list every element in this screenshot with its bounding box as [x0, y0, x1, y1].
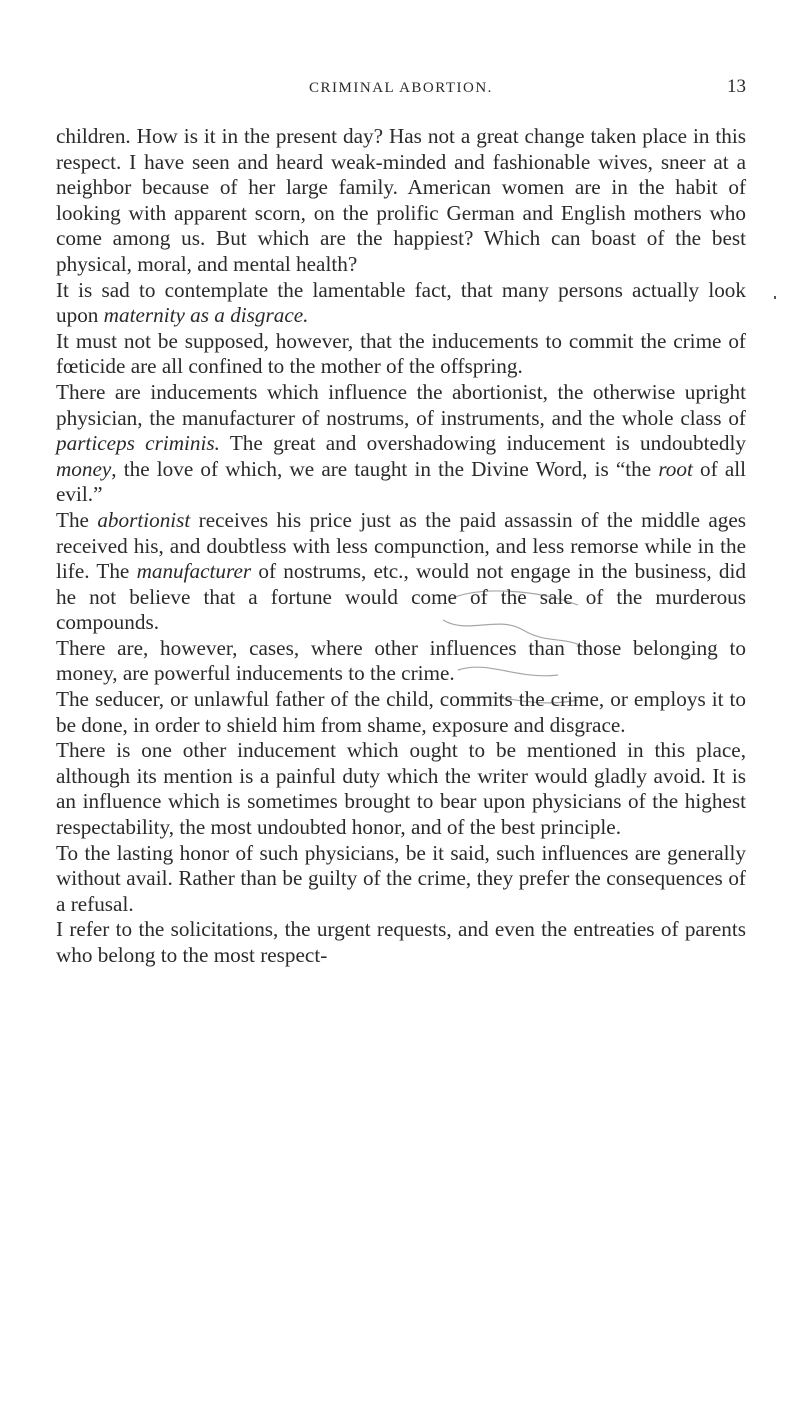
- paragraph: [56, 380, 746, 508]
- running-title: CRIMINAL ABORTION.: [309, 80, 493, 96]
- text-run: receives his price just as the paid assassin of the middle ages received his, and doubtless with less compunction, and less remorse while in the life. The: [56, 507, 746, 584]
- paragraph: [56, 636, 746, 687]
- text-run: I refer to the solicitations, the urgent requests, and even the entreaties of parents who belong to the most respect-: [56, 917, 746, 967]
- text-run: The: [56, 507, 98, 532]
- italic-text-run: manufacturer: [136, 559, 252, 584]
- text-run: It is sad to contemplate the lamentable fact, that many persons actually look upon: [56, 277, 746, 328]
- body-text: [56, 124, 746, 969]
- text-run: of all evil.”: [56, 456, 746, 507]
- text-run: of nostrums, etc., would not engage in the business, did he not believe that a fortune would come of the sale of the murderous compounds.: [56, 559, 746, 635]
- margin-mark: [774, 296, 776, 299]
- text-run: It must not be supposed, however, that the inducements to commit the crime of fœticide are all confined to the mother of the offspring.: [56, 328, 746, 379]
- italic-text-run: abortionist: [97, 507, 191, 532]
- paragraph: [56, 329, 746, 380]
- text-run: There is one other inducement which ought to be mentioned in this place, although its mention is a painful duty which the writer would gladly avoid. It is an influence which is sometimes brought to bear upon physicians of the highest respectability, the most undoubted honor, and of the best principle.: [56, 738, 746, 840]
- paragraph: [56, 738, 746, 840]
- paragraph: [56, 917, 746, 968]
- text-run: The great and overshadowing inducement is undoubtedly: [219, 431, 746, 456]
- text-run: To the lasting honor of such physicians, be it said, such influences are generally without avail. Rather than be guilty of the crime, they prefer the consequences of a refusal.: [56, 840, 746, 916]
- italic-text-run: money: [56, 456, 112, 481]
- italic-text-run: root: [658, 456, 693, 481]
- page-number: 13: [727, 76, 746, 97]
- text-run: There are, however, cases, where other influences than those belonging to money, are powerful inducements to the crime.: [56, 635, 746, 686]
- paragraph: [56, 687, 746, 738]
- text-run: The seducer, or unlawful father of the child, commits the crime, or employs it to be done, in order to shield him from shame, exposure and disgrace.: [56, 687, 746, 737]
- page-header: [56, 76, 746, 110]
- paragraph: [56, 508, 746, 636]
- italic-text-run: maternity as a disgrace.: [103, 303, 309, 328]
- paragraph: [56, 841, 746, 918]
- text-run: There are inducements which influence the abortionist, the otherwise upright physician, the manufacturer of nostrums, of instruments, and the whole class of: [56, 379, 746, 430]
- italic-text-run: particeps criminis.: [56, 431, 220, 456]
- paragraph: [56, 124, 746, 278]
- paragraph: [56, 278, 746, 329]
- text-run: , the love of which, we are taught in the Divine Word, is “the: [111, 456, 659, 481]
- text-run: children. How is it in the present day? Has not a great change taken place in this respect. I have seen and heard weak-minded and fashionable wives, sneer at a neighbor because of her large family. American women are in the habit of looking with apparent scorn, on the prolific German and English mothers who come among us. But which are the happiest? Which can boast of the best physical, moral, and mental health?: [56, 124, 746, 276]
